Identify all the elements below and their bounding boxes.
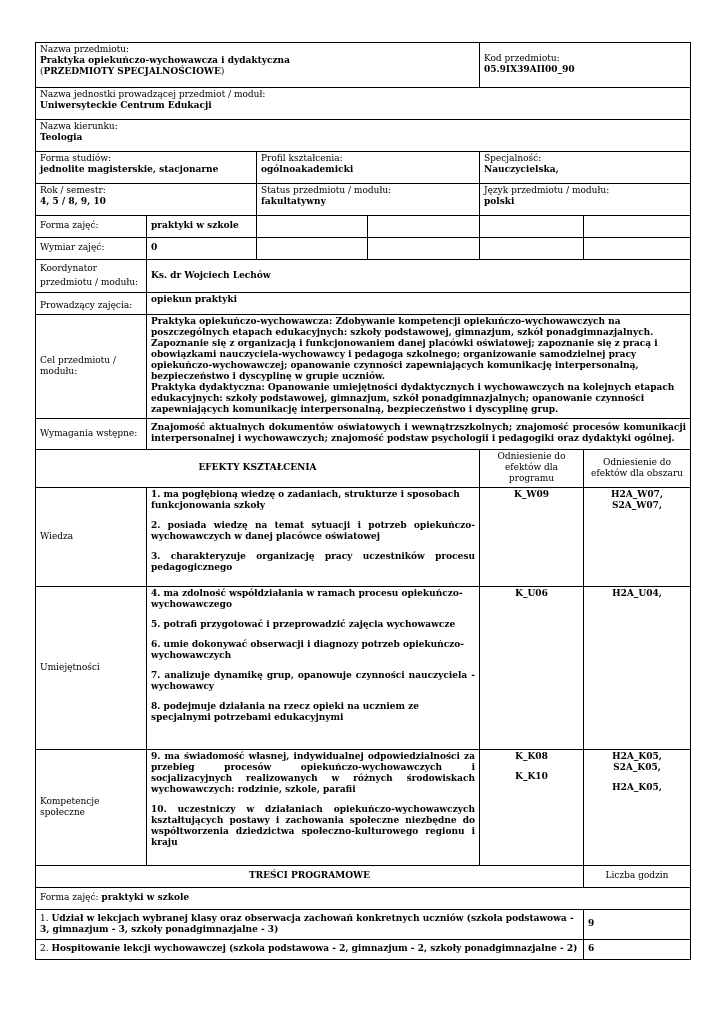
unit-cell (36, 88, 691, 120)
effect-item: 4. ma zdolność współdziałania w ramach procesu opiekuńczo-wychowawczego (151, 589, 463, 610)
language-cell (480, 184, 691, 216)
profile-label: Profil kształcenia: (261, 154, 343, 164)
subject-name: Praktyka opiekuńczo-wychowawcza i dydaktyczna (40, 56, 290, 66)
lead-label: Prowadzący zajęcia: (36, 293, 147, 315)
content-form-cell (36, 888, 691, 910)
content-row-number: 2. (40, 944, 49, 954)
area-code: S2A_K05, (613, 763, 661, 773)
knowledge-items (147, 488, 480, 587)
effect-item: 6. umie dokonywać obserwacji i diagnozy potrzeb opiekuńczo-wychowawczych (151, 640, 465, 661)
lead-value: opiekun praktyki (147, 293, 691, 315)
program-code: K_U06 (515, 589, 548, 599)
study-form-cell (36, 152, 257, 184)
area-code: H2A_U04, (612, 589, 662, 599)
course-info-table (35, 42, 691, 960)
area-code: S2A_W07, (611, 501, 662, 511)
knowledge-program-ref (480, 488, 584, 587)
content-row-hours: 6 (584, 940, 691, 960)
skills-area-ref (584, 587, 691, 750)
effects-title: EFEKTY KSZTAŁCENIA (36, 450, 480, 488)
field-value: Teologia (40, 133, 83, 143)
social-area-ref (584, 750, 691, 866)
class-form-value: praktyki w szkole (147, 216, 257, 238)
program-code: K_K08 (515, 752, 548, 762)
field-label: Nazwa kierunku: (40, 122, 118, 132)
study-form-value: jednolite magisterskie, stacjonarne (40, 165, 219, 175)
profile-cell (257, 152, 480, 184)
year-value: 4, 5 / 8, 9, 10 (40, 197, 106, 207)
effect-item: 10. uczestniczy w działaniach opiekuńczo-wychowawczych kształtujących postawy i zachowania społeczne niezbędne do współtworzenia dziedzictwa społeczno-kulturowego regionu i kraju (151, 805, 475, 848)
effect-item: 2. posiada wiedzę na temat sytuacji i potrzeb opiekuńczo-wychowawczych w danej placówce oświatowej (151, 521, 475, 542)
empty-cell (480, 238, 584, 260)
program-code: K_K10 (515, 772, 548, 782)
specialty-value: Nauczycielska, (484, 165, 559, 175)
status-value: fakultatywny (261, 197, 326, 207)
skills-label: Umiejętności (36, 587, 147, 750)
area-code: H2A_K05, (612, 783, 662, 793)
empty-cell (584, 216, 691, 238)
prereq-text: Znajomość aktualnych dokumentów oświatowych i wewnątrzszkolnych; znajomość procesów komunikacji interpersonalnej i wychowawczych; znajomość podstaw psychologii i pedagogiki oraz dydaktyki ogólnej. (147, 419, 691, 450)
effect-item: 8. podejmuje działania na rzecz opieki na uczniem ze specjalnymi potrzebami edukacyjnymi (151, 702, 420, 723)
area-code: H2A_K05, (612, 752, 662, 762)
empty-cell (257, 216, 368, 238)
area-code: H2A_W07, (610, 490, 663, 500)
profile-value: ogólnoakademicki (261, 165, 354, 175)
goal-cell (147, 315, 691, 419)
effect-item: 7. analizuje dynamikę grup, opanowuje czynności nauczyciela - wychowawcy (151, 671, 475, 692)
empty-cell (368, 216, 480, 238)
social-items (147, 750, 480, 866)
subject-group-suffix: ) (220, 67, 225, 77)
subject-cell (36, 43, 480, 88)
unit-label: Nazwa jednostki prowadzącej przedmiot / moduł: (40, 90, 266, 100)
status-label: Status przedmiotu / modułu: (261, 186, 392, 196)
knowledge-area-ref (584, 488, 691, 587)
class-hours-label: Wymiar zajęć: (36, 238, 147, 260)
unit-value: Uniwersyteckie Centrum Edukacji (40, 101, 212, 111)
study-form-label: Forma studiów: (40, 154, 112, 164)
course-card (35, 42, 690, 960)
year-label: Rok / semestr: (40, 186, 106, 196)
effect-item: 5. potrafi przygotować i przeprowadzić zajęcia wychowawcze (151, 620, 456, 630)
coordinator-value: Ks. dr Wojciech Lechów (147, 260, 691, 293)
empty-cell (584, 238, 691, 260)
language-label: Język przedmiotu / modułu: (484, 186, 610, 196)
content-row (36, 940, 584, 960)
class-form-label: Forma zajęć: (36, 216, 147, 238)
prereq-label: Wymagania wstępne: (36, 419, 147, 450)
specialty-label: Specjalność: (484, 154, 542, 164)
code-cell (480, 43, 691, 88)
code-label: Kod przedmiotu: (484, 54, 560, 64)
coordinator-label: Koordynator przedmiotu / modułu: (36, 260, 147, 293)
code-value: 05.9IX39AII00_90 (484, 65, 575, 75)
effects-area-header: Odniesienie do efektów dla obszaru (584, 450, 691, 488)
effect-item: 9. ma świadomość własnej, indywidualnej odpowiedzialności za przebieg procesów opiekuńczo-wychowawczych i socjalizacyjnych realizowanych w różnych środowiskach wychowawczych: rodzinie, szkole, parafii (151, 752, 475, 795)
effect-item: 1. ma pogłębioną wiedzę o zadaniach, strukturze i sposobach funkcjonowania szkoły (151, 490, 460, 511)
content-row-hours: 9 (584, 910, 691, 940)
field-cell (36, 120, 691, 152)
empty-cell (368, 238, 480, 260)
content-form-label: Forma zajęć: (40, 893, 99, 903)
social-program-ref (480, 750, 584, 866)
language-value: polski (484, 197, 515, 207)
year-cell (36, 184, 257, 216)
skills-program-ref (480, 587, 584, 750)
status-cell (257, 184, 480, 216)
class-hours-value: 0 (147, 238, 257, 260)
effect-item: 3. charakteryzuje organizację pracy uczestników procesu pedagogicznego (151, 552, 475, 573)
skills-items (147, 587, 480, 750)
subject-group: PRZEDMIOTY SPECJALNOŚCIOWE (43, 67, 221, 77)
content-form-value: praktyki w szkole (101, 893, 190, 903)
content-row-text: Udział w lekcjach wybranej klasy oraz obserwacja zachowań konkretnych uczniów (szkoła podstawowa - 3, gimnazjum - 3, szkoły ponadgimnazjalne - 3) (40, 913, 574, 935)
subject-label: Nazwa przedmiotu: (40, 45, 130, 55)
content-row-number: 1. (40, 913, 49, 924)
empty-cell (257, 238, 368, 260)
content-row-text: Hospitowanie lekcji wychowawczej (szkoła podstawowa - 2, gimnazjum - 2, szkoły ponadgimnazjalne - 2) (51, 944, 578, 954)
knowledge-label: Wiedza (36, 488, 147, 587)
content-hours-header: Liczba godzin (584, 866, 691, 888)
goal-text-care: Praktyka opiekuńczo-wychowawcza: Zdobywanie kompetencji opiekuńczo-wychowawczych na poszczególnych etapach edukacyjnych: szkoły podstawowej, gimnazjum, szkół ponadgimnazjalnych. Zapoznanie się z organizacją i funkcjonowaniem danej placówki oświatowej; zapoznanie się z pracą i obowiązkami nauczyciela-wychowawcy i pedagoga szkolnego; organizowanie samodzielnej pracy opiekuńczo-wychowawczej; opanowanie czynności zapewniających komunikację interpersonalną, bezpieczeństwo i dyscyplinę w grupie uczniów. (151, 317, 658, 382)
goal-text-didactic: Praktyka dydaktyczna: Opanowanie umiejętności dydaktycznych i wychowawczych na kolejnych etapach edukacyjnych: szkoły podstawowej, gimnazjum, szkół ponadgimnazjalnych; opanowanie czynności zapewniających komunikację interpersonalną, bezpieczeństwo i dyscyplinę grup. (151, 383, 675, 415)
specialty-cell (480, 152, 691, 184)
content-title: TREŚCI PROGRAMOWE (36, 866, 584, 888)
program-code: K_W09 (514, 490, 549, 500)
subject-group-prefix: ( (40, 67, 44, 77)
goal-label: Cel przedmiotu / modułu: (36, 315, 147, 419)
social-label: Kompetencje społeczne (36, 750, 147, 866)
empty-cell (480, 216, 584, 238)
content-row (36, 910, 584, 940)
effects-program-header: Odniesienie do efektów dla programu (480, 450, 584, 488)
